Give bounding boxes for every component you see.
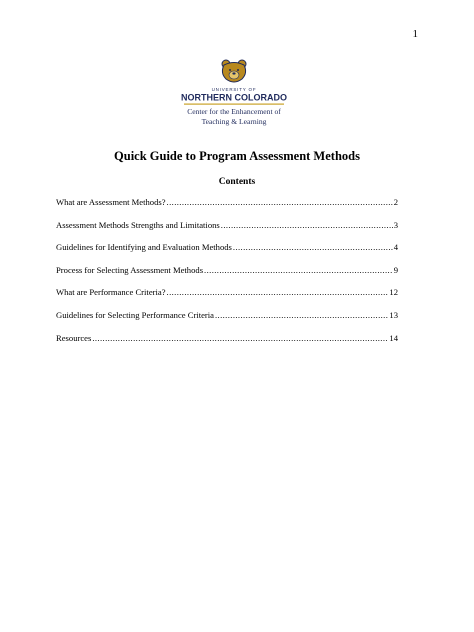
document-title: Quick Guide to Program Assessment Methods	[114, 149, 360, 163]
logo-university-name: NORTHERN COLORADO	[181, 92, 287, 103]
contents-heading: Contents	[218, 177, 256, 187]
toc-dot-leader	[204, 265, 393, 275]
bear-mascot-icon	[222, 60, 246, 82]
toc-entry-title: Process for Selecting Assessment Methods	[56, 264, 204, 275]
toc-entry-title: Guidelines for Selecting Performance Criteria	[56, 309, 214, 320]
logo-university-of: UNIVERSITY OF	[211, 87, 257, 92]
toc-entry[interactable]	[56, 265, 398, 288]
toc-entry[interactable]	[56, 220, 398, 243]
toc-entry-page: 12	[389, 287, 398, 298]
toc-entry-page: 13	[389, 309, 398, 320]
toc-entry-page: 4	[393, 242, 398, 253]
toc-entry[interactable]	[56, 310, 398, 333]
toc-entry-page: 2	[393, 197, 398, 207]
toc-dot-leader	[167, 287, 389, 297]
toc-dot-leader	[167, 197, 393, 207]
toc-entry-page: 14	[389, 332, 398, 343]
logo-center-line-1: Center for the Enhancement of	[187, 107, 281, 116]
toc-entry-page: 9	[393, 264, 398, 275]
toc-entry-title: What are Performance Criteria?	[56, 287, 166, 298]
toc-entry-title: Resources	[56, 332, 92, 343]
toc-entry-title: Assessment Methods Strengths and Limitations	[56, 219, 220, 230]
toc-entry-title: What are Assessment Methods?	[56, 197, 166, 207]
university-logo	[172, 54, 296, 132]
table-of-contents	[56, 197, 398, 355]
logo-gold-rule	[184, 104, 284, 105]
page-number: 1	[412, 28, 418, 40]
toc-dot-leader	[92, 333, 388, 343]
logo-center-line-2: Teaching & Learning	[201, 117, 267, 126]
toc-entry[interactable]	[56, 197, 398, 220]
toc-entry[interactable]	[56, 287, 398, 310]
toc-entry[interactable]	[56, 333, 398, 356]
toc-dot-leader	[215, 310, 388, 320]
toc-entry-title: Guidelines for Identifying and Evaluation Methods	[56, 242, 232, 253]
toc-entry-page: 3	[393, 219, 398, 230]
toc-dot-leader	[233, 242, 393, 252]
toc-entry[interactable]	[56, 242, 398, 265]
toc-dot-leader	[221, 220, 393, 230]
